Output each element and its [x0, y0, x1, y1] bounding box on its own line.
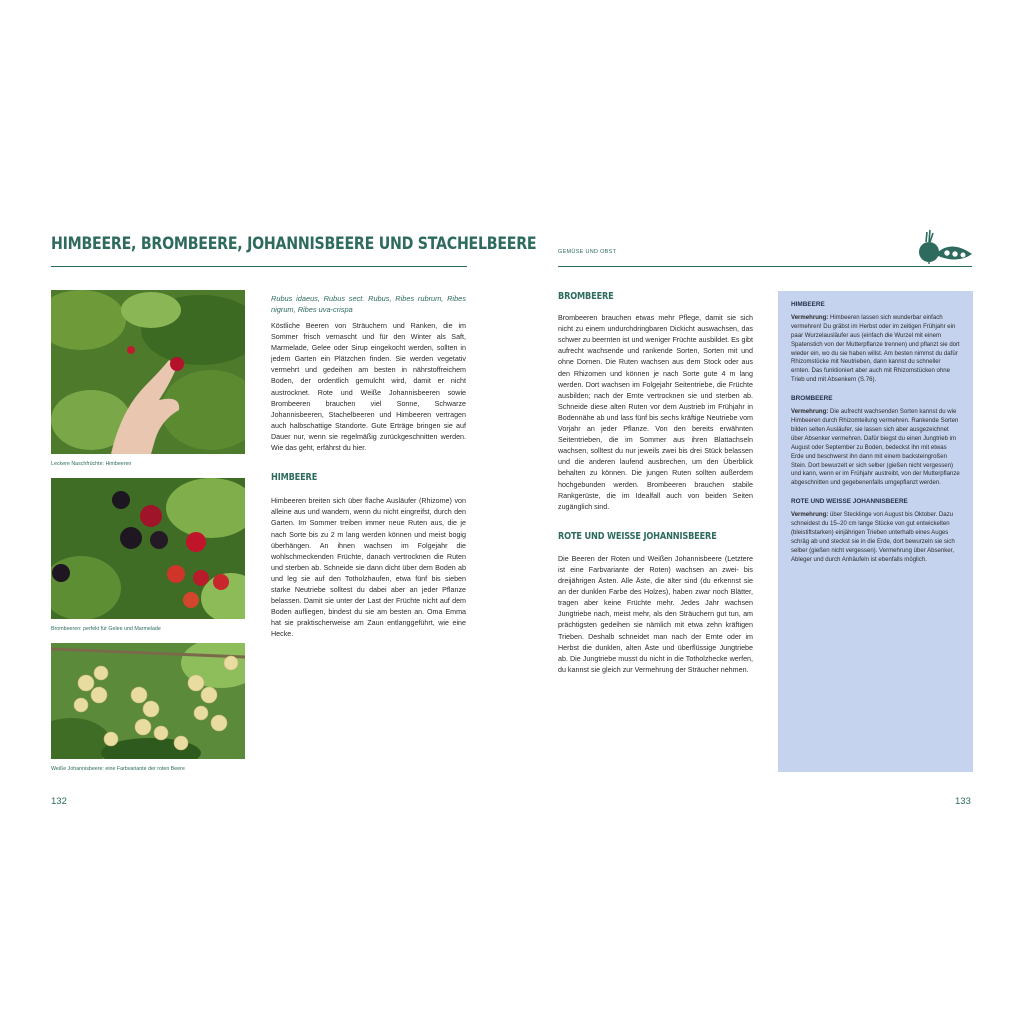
himbeere-paragraph: Himbeeren breiten sich über flache Ausläufer (Rhizome) von alleine aus und wandern, wenn du nicht eingreifst, durch den Garten. Im Sommer treiben immer neue Ruten aus, die je nach Sorte bis zu 2 m lang werden können und meist bogig überhängen. An ihnen wachsen im Folgejahr die wohlschmeckenden Früchte, danach vertrocknen die Ruten und sterben ab. Schneide sie dann dicht über dem Boden ab und leg sie auf den Totholzhaufen, etwa fünf bis sieben starke Neutriebe solltest du dabei aber an jeder Pflanze belassen. Damit sie unter der Last der Früchte nicht auf dem Boden aufliegen, bindest du sie am besten an. Oma Emma hat sie praktischerweise am Zaun entlanggeführt, wie eine Hecke. — [271, 497, 466, 639]
white-currant-photo — [51, 643, 245, 759]
running-head: GEMÜSE UND OBST — [558, 249, 617, 255]
himbeere-heading: HIMBEERE — [271, 472, 318, 484]
sidebar-text-johannisbeere: über Stecklinge von August bis Oktober. Dazu schneidest du 15–20 cm lange Stücke von gut entwickelten (bleistiftstarken) einjährigen Trieben unterhalb eines Auges schräg ab und steckst sie in die Erde, dort bewurzeln sie sich selber (gießen nicht vergessen). Vermehrung über Absenker, Ableger und durch Anhäufeln ist ebenfalls möglich. — [791, 512, 955, 563]
johannisbeere-paragraph: Die Beeren der Roten und Weißen Johannisbeere (Letztere ist eine Farbvariante der Roten) wachsen an zwei- bis dreijährigen Ästen. Alle Äste, die älter sind (du erkennst sie an der dunklen Farbe des Holzes), haben zwar noch Blätter, tragen aber keine Früchte mehr. Jedes Jahr wachsen Jungtriebe nach, meist mehr, als den Sträuchern gut tun, am prächtigsten gedeihen sie nämlich mit etwa zehn kräftigen Trieben. Deshalb schneidet man nach der Ernte oder im Herbst die dunklen, alten Äste und überflüssige Jungtriebe ab. Die Jungtriebe musst du nicht in die Totholzhecke werfen, du kannst sie gleich zur Vermehrung der Sträucher nehmen. — [558, 554, 753, 674]
page-number-right: 133 — [955, 796, 971, 807]
running-head-rule — [558, 266, 972, 267]
latin-names: Rubus idaeus, Rubus sect. Rubus, Ribes rubrum, Ribes nigrum, Ribes uva-crispa — [271, 294, 466, 314]
propagation-sidebar — [778, 291, 973, 772]
title-rule — [51, 266, 467, 267]
johannisbeere-heading: ROTE UND WEISSE JOHANNISBEERE — [558, 530, 717, 542]
page-title: HIMBEERE, BROMBEERE, JOHANNISBEERE UND STACHELBEERE — [51, 234, 537, 253]
right-text-column — [558, 291, 753, 676]
sidebar-label: Vermehrung: — [791, 409, 829, 416]
sidebar-text-himbeere: Himbeeren lassen sich wunderbar einfach vermehren! Du gräbst im Herbst oder im zeitigen Frühjahr ein paar Wurzelausläufer aus (einfach die Wurzel mit einem Spatenstich von der Mutterpflanze trennen) und pflanzt sie dort wieder ein, wo du sie haben willst. Am besten nimmst du dafür Rhizomstücke mit Neutrieben, dann kannst du schneller ernten. Das funktioniert aber auch mit Rhizomstücken ohne Trieb und mit Absenkern (S.76). — [791, 314, 960, 384]
brombeere-heading: BROMBEERE — [558, 291, 614, 302]
sidebar-heading-brombeere: BROMBEERE — [791, 395, 833, 403]
photo-caption-3: Weiße Johannisbeere: eine Farbvariante der roten Beere — [51, 766, 185, 772]
raspberry-photo — [51, 290, 245, 454]
intro-paragraph: Köstliche Beeren von Sträuchern und Ranken, die im Sommer frisch vernascht und für den Winter als Saft, Marmelade, Gelee oder Sirup eingekocht werden, sollten in jedem Garten ein Plätzchen finden. Sie werden vegetativ vermehrt und gedeihen am besten in nährstoffreichem Boden, der ordentlich gemulcht wird, damit er nicht austrocknet. Rote und Weiße Johannisbeeren sowie Brombeeren brauchen viel Sonne, Schwarze Johannisbeeren, Stachelbeeren und Himbeeren vertragen auch halbschattige Standorte. Gute Erträge bringen sie auf Dauer nur, wenn sie regelmäßig zurückgeschnitten werden. Wie das geht, erfährst du hier. — [271, 322, 466, 453]
photo-caption-1: Leckere Naschfrüchte: Himbeeren — [51, 461, 132, 467]
vegetable-icon — [918, 228, 974, 264]
brombeere-paragraph: Brombeeren brauchen etwas mehr Pflege, damit sie sich nicht zu einem undurchdringbaren Dickicht auswachsen, das schwer zu beernten ist und weniger Früchte ausbildet. Es gibt aufrecht wachsende und rankende Sorten, Sorten mit und ohne Dornen. Die Ruten wachsen aus dem Stock oder aus den Rhizomen und können je nach Sorte gute 4 m lang werden. Dort wachsen im Folgejahr Seitentriebe, die Früchte ausbilden; nach der Ernte vertrocknen sie und sterben ab. Schneide diese alten Ruten vor dem Austrieb im Frühjahr in Bodennähe ab und lass fünf bis sechs kräftige Neutriebe vom Vorjahr an jeder Pflanze. Von den bereits erwähnten Seitentrieben, die im Sommer aus ihren Blattachseln wachsen, solltest du nur jeweils zwei bis drei Stück belassen und die anderen laufend ausbrechen, um den Überblick behalten zu können. Die jungen Ruten sollten außerdem hochgebunden werden. Brombeeren brauchen stabile Rankgerüste, die im Idealfall auch von beiden Seiten zugänglich sind. — [558, 314, 753, 511]
sidebar-heading-himbeere: HIMBEERE — [791, 301, 825, 308]
sidebar-text-brombeere: Die aufrecht wachsenden Sorten kannst du wie Himbeeren durch Rhizomteilung vermehren. Rankende Sorten bilden selten Ausläufer, sie lassen sich aber ausgezeichnet über Absenker vermehren. Dafür biegst du einen Jungtrieb im August oder September zu Boden, bedeckst ihn mit etwas Erde und beschwerst ihn dann mit einem backsteingroßen Stein. Dort bewurzelt er sich selber (gießen nicht vergessen) und kann, wenn er im Frühjahr austreibt, von der Mutterpflanze abgeschnitten und gegebenenfalls umgepflanzt werden. — [791, 409, 960, 487]
blackberry-photo — [51, 478, 245, 619]
photo-caption-2: Brombeeren: perfekt für Gelee und Marmelade — [51, 626, 161, 632]
sidebar-label: Vermehrung: — [791, 512, 829, 519]
page-number-left: 132 — [51, 796, 67, 807]
sidebar-heading-johannisbeere: ROTE UND WEISSE JOHANNISBEERE — [791, 498, 908, 506]
left-text-column — [271, 293, 466, 640]
sidebar-label: Vermehrung: — [791, 314, 829, 321]
